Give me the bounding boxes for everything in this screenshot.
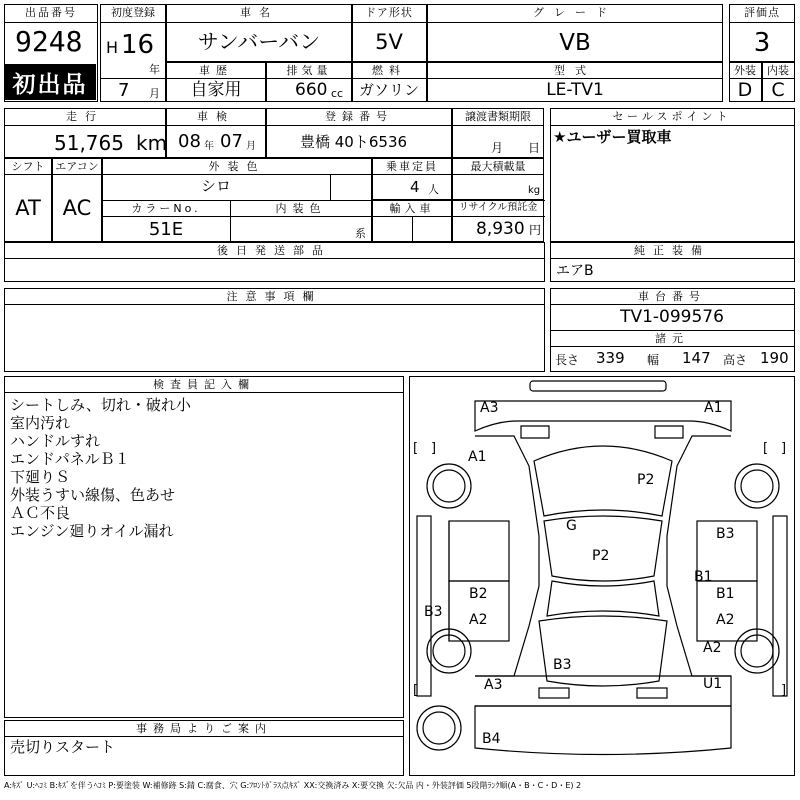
width: 147 [682,349,711,367]
mileage-unit: km [136,131,168,155]
fuel: ガソリン [358,81,420,99]
mark-glass: G [566,518,577,534]
chassis-number: TV1-099576 [620,307,724,327]
reg-number-label: 登録番号 [325,110,393,123]
svg-text:]: ] [781,441,787,456]
int-color-label: 内装色 [275,202,327,215]
model-label: 型式 [554,64,596,77]
score: 3 [753,28,771,58]
mark-right-rear-door: B1 [716,586,735,602]
transfer-label: 譲渡書類期限 [465,110,531,123]
door-label: ドア形状 [365,6,413,19]
recycle-unit: 円 [529,223,542,237]
mark-fender-left: A1 [468,449,487,465]
shift: AT [15,196,41,220]
displacement-label: 排気量 [286,64,332,77]
interior-grade: C [771,79,785,101]
capacity-unit: 人 [428,183,439,196]
notes-label: 注意事項欄 [226,290,322,303]
shift-label: シフト [11,160,45,173]
lot-number-label: 出品番号 [25,6,77,19]
inspector-note-line: エンドパネルＢ１ [10,450,130,468]
exterior-grade: D [737,79,753,101]
inspection-label: 車検 [197,110,235,123]
grade: VB [559,30,591,56]
svg-text:[: [ [413,441,419,456]
inspector-note-line: ＡＣ不良 [10,504,71,522]
displacement: 660 [295,80,328,100]
mark-bumper-rear: B4 [482,731,501,747]
first-reg-label: 初度登録 [111,6,155,19]
office-note: 売切りスタート [10,738,116,756]
later-parts-label: 後日発送部品 [217,244,331,257]
color-no-label: カラーNo. [131,202,201,215]
history: 自家用 [190,80,242,100]
inspector-note-line: 下廻りＳ [10,468,71,486]
first-listing-badge: 初出品 [4,64,96,100]
car-name: サンバーバン [197,30,321,54]
grade-label: グレード [533,6,617,19]
length: 339 [596,349,625,367]
exterior-label: 外装 [734,64,756,77]
mark-rear-right-corner: U1 [703,676,723,692]
score-label: 評価点 [744,6,780,19]
mark-roof-rear: P2 [592,548,610,564]
mark-left-sill: B3 [424,604,443,620]
transfer-day-unit: 日 [528,141,541,155]
svg-text:[: [ [763,441,769,456]
mark-front-left: A3 [480,400,499,416]
load-label: 最大積載量 [470,160,526,173]
inspector-note-line: 室内汚れ [10,414,71,432]
office-label: 事務局よりご案内 [136,722,272,735]
inspector-note-line: エンジン廻りオイル漏れ [10,522,174,540]
capacity-label: 乗車定員 [386,160,438,173]
inspection-month: 07 [220,131,243,152]
mark-rear-right: A2 [703,640,722,656]
year-unit: 年 [149,63,160,76]
inspector-note-line: 外装うすい線傷、色あせ [10,486,176,504]
reg-number: 豊橋 40ト6536 [300,133,408,151]
transfer-month-unit: 月 [491,141,504,155]
mark-front-right: A1 [704,400,723,416]
inspection-month-unit: 月 [246,141,256,152]
inspection-year-unit: 年 [204,141,214,152]
color: シロ [200,177,232,195]
history-label: 車歴 [199,64,233,77]
first-reg-month: 7 [118,80,130,101]
inspection-year: 08 [178,131,201,152]
int-color-unit: 系 [355,227,366,240]
lot-number: 9248 [15,25,83,58]
car-name-label: 車名 [240,6,278,19]
legend: A:ｷｽﾞ U:ﾍｺﾐ B:ｷｽﾞを伴うﾍｺﾐ P:要塗装 W:補修跡 S:錆 C:腐食、穴 G:ﾌﾛﾝﾄｶﾞﾗｽ点ｷｽﾞ XX:交換済み X:要交換 欠:欠品 内・外装評価 5段階ﾗﾝｸ順(A・B・C・D・E) 2 [4,781,582,790]
mileage-label: 走行 [66,110,104,123]
import-label: 輸入車 [389,202,435,215]
door-type: 5V [375,30,403,54]
svg-text:]: ] [431,441,437,456]
inspector-label: 検査員記入欄 [153,378,255,391]
height-label: 高さ [723,353,748,367]
mark-rear-glass: B3 [553,657,572,673]
interior-label: 内装 [767,64,789,77]
color-label: 外装色 [208,160,266,173]
ac-label: エアコン [55,160,99,173]
length-label: 長さ [555,353,580,367]
capacity: 4 [410,178,420,196]
inspector-note-line: ハンドルすれ [10,432,101,450]
sales-point-label: セールスポイント [612,110,732,123]
svg-text:]: ] [781,683,787,698]
month-unit: 月 [149,87,160,100]
genuine-equipment: エアB [556,263,594,279]
model: LE-TV1 [546,80,604,100]
car-damage-diagram [409,376,795,776]
mark-right-rear-quarter: B1 [694,569,713,585]
mark-roof: P2 [637,472,655,488]
height: 190 [760,349,789,367]
color-no: 51E [148,219,184,240]
genuine-label: 純正装備 [634,244,710,257]
ac: AC [62,196,92,220]
mileage: 51,765 [54,131,124,155]
svg-text:[: [ [413,683,419,698]
dims-label: 諸元 [655,332,689,345]
width-label: 幅 [647,353,660,367]
load-unit: kg [528,185,541,196]
inspector-note-line: シートしみ、切れ・破れ小 [10,396,191,414]
mark-rear-left: A3 [484,677,503,693]
chassis-label: 車台番号 [638,290,706,303]
displacement-unit: cc [331,87,344,100]
mark-left-door2: A2 [469,612,488,628]
recycle-fee: 8,930 [476,219,525,239]
era: H [106,38,119,57]
first-reg-year: 16 [121,30,155,60]
fuel-label: 燃料 [372,64,406,77]
sales-point: ★ユーザー買取車 [553,128,672,146]
recycle-label: リサイクル預託金 [458,202,538,213]
mark-left-door: B2 [469,586,488,602]
mark-right-front-door: B3 [716,526,735,542]
mark-right-rear-door2: A2 [716,612,735,628]
